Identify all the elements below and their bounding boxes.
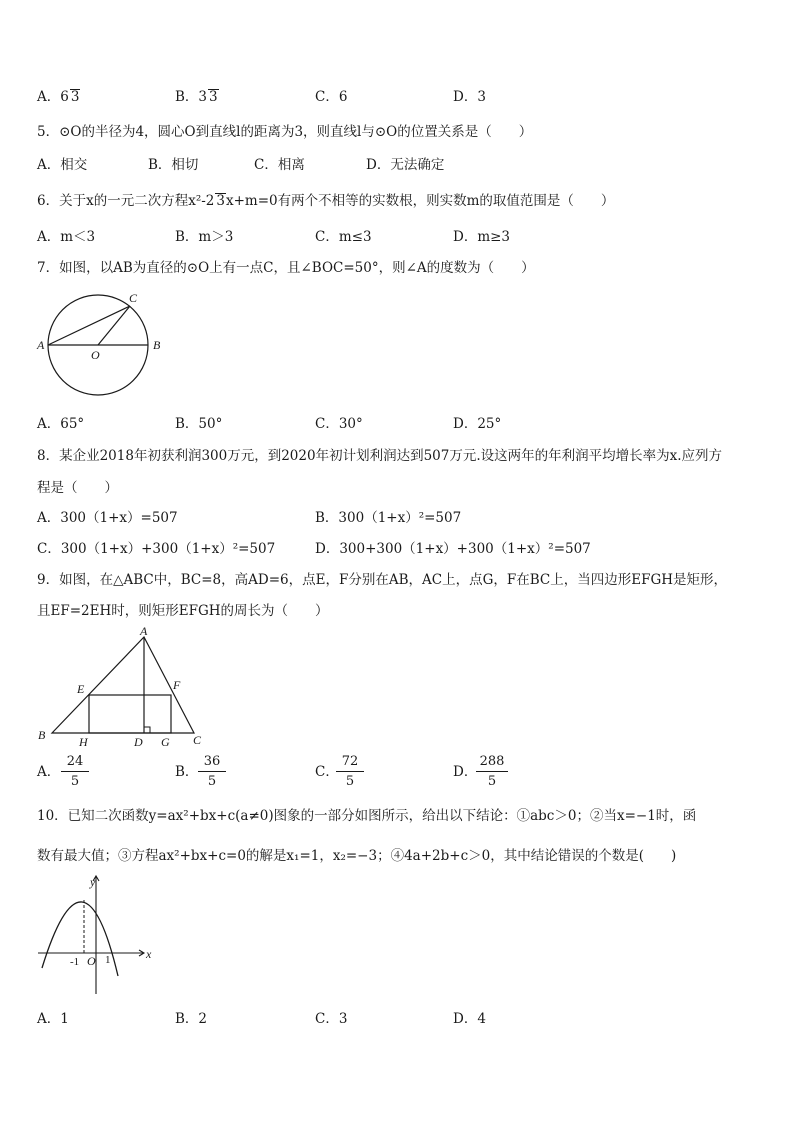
sqrt-radicand: 3 xyxy=(209,89,218,105)
q9-stem-line2: 且EF=2EH时，则矩形EFGH的周长为（ ） xyxy=(37,603,329,619)
q10-stem-line2: 数有最大值；③方程ax²+bx+c=0的解是x₁=1，x₂=−3；④4a+2b+c＞0，其中结论错误的个数是( ) xyxy=(37,848,677,864)
point-label-b: B xyxy=(38,728,46,742)
q6-option-c: C．m≤3 xyxy=(315,229,372,245)
fraction-denominator: 5 xyxy=(207,774,217,789)
q7-option-c: C．30° xyxy=(315,416,363,432)
point-label-c: C xyxy=(193,733,202,747)
tick-label-neg1: -1 xyxy=(70,956,80,968)
q9-option-a-label: A． xyxy=(37,764,61,780)
q6-stem xyxy=(37,192,614,210)
sqrt-radicand: 3 xyxy=(216,193,225,209)
q5-option-c: C．相离 xyxy=(254,157,305,173)
fraction-denominator: 5 xyxy=(345,774,355,789)
q8-option-b: B．300（1+x）²=507 xyxy=(315,510,462,526)
q6-stem-post: x+m=0有两个不相等的实数根，则实数m的取值范围是（ ） xyxy=(225,193,615,209)
q9-option-c-fraction xyxy=(336,754,364,790)
q9-option-b-label: B． xyxy=(175,764,199,780)
right-angle-mark xyxy=(144,727,150,733)
q5-option-b: B．相切 xyxy=(148,157,199,173)
q8-option-a: A．300（1+x）=507 xyxy=(37,510,178,526)
q7-option-a: A．65° xyxy=(37,416,85,432)
q9-triangle-figure xyxy=(36,625,211,750)
rectangle-efgh xyxy=(89,695,171,733)
q9-option-d-label: D． xyxy=(453,764,478,780)
q10-stem-line1: 10．已知二次函数y=ax²+bx+c(a≠0)图象的一部分如图所示，给出以下结论：①abc＞0；②当x=−1时，函 xyxy=(37,808,697,824)
point-label-e: E xyxy=(77,682,85,696)
q10-option-b: B．2 xyxy=(175,1011,208,1027)
point-label-h: H xyxy=(79,735,88,749)
q7-stem: 7．如图，以AB为直径的⊙O上有一点C，且∠BOC=50°，则∠A的度数为（ ） xyxy=(37,260,535,276)
fraction-numerator: 24 xyxy=(61,754,89,772)
q7-circle-figure xyxy=(36,290,176,410)
q8-stem-line2: 程是（ ） xyxy=(37,480,118,496)
q4-option-a-coef: 6 xyxy=(60,89,69,105)
point-label-f: F xyxy=(173,678,181,692)
q9-stem-line1: 9．如图，在△ABC中，BC=8，高AD=6，点E，F分别在AB，AC上，点G，F在BC上，当四边形EFGH是矩形， xyxy=(37,572,727,588)
q4-option-d: D．3 xyxy=(453,89,486,105)
point-label-d: D xyxy=(134,735,143,749)
q4-option-b xyxy=(175,88,219,106)
origin-label: O xyxy=(87,954,96,968)
q9-option-b-fraction xyxy=(198,754,226,790)
q8-stem-line1: 8．某企业2018年初获利润300万元，到2020年初计划利润达到507万元.设这两年的年利润平均增长率为x.应列方 xyxy=(37,448,723,464)
point-label-g: G xyxy=(161,735,170,749)
fraction-denominator: 5 xyxy=(70,774,80,789)
radius-oc xyxy=(98,306,130,345)
q8-option-c: C．300（1+x）+300（1+x）²=507 xyxy=(37,541,276,557)
q10-option-c: C．3 xyxy=(315,1011,348,1027)
q4-option-a xyxy=(37,88,80,106)
q10-option-a: A．1 xyxy=(37,1011,69,1027)
q4-option-b-label: B． xyxy=(175,89,199,105)
q8-option-d: D．300+300（1+x）+300（1+x）²=507 xyxy=(315,541,591,557)
q6-option-b: B．m＞3 xyxy=(175,229,234,245)
q10-option-d: D．4 xyxy=(453,1011,486,1027)
fraction-numerator: 72 xyxy=(336,754,364,772)
q6-option-a: A．m＜3 xyxy=(37,229,96,245)
point-label-c: C xyxy=(129,291,138,305)
sqrt-radicand: 3 xyxy=(70,89,80,105)
q7-option-d: D．25° xyxy=(453,416,502,432)
q9-option-d-fraction xyxy=(476,754,508,790)
axis-label-y: y xyxy=(90,875,96,889)
q9-option-a-fraction xyxy=(61,754,89,790)
q4-option-a-label: A． xyxy=(37,89,61,105)
q4-option-b-coef: 3 xyxy=(198,89,208,105)
point-label-b: B xyxy=(153,338,161,352)
q5-option-d: D．无法确定 xyxy=(366,157,445,173)
q9-option-c-label: C． xyxy=(315,764,339,780)
q4-option-c: C．6 xyxy=(315,89,348,105)
fraction-numerator: 288 xyxy=(476,754,508,772)
q5-option-a: A．相交 xyxy=(37,157,88,173)
axis-label-x: x xyxy=(146,947,152,961)
q10-parabola-figure xyxy=(36,872,166,997)
fraction-numerator: 36 xyxy=(198,754,226,772)
point-label-a: A xyxy=(140,624,148,638)
point-label-o: O xyxy=(91,348,100,362)
q5-stem: 5．⊙O的半径为4，圆心O到直线l的距离为3，则直线l与⊙O的位置关系是（ ） xyxy=(37,124,533,140)
fraction-denominator: 5 xyxy=(487,774,497,789)
q6-option-d: D．m≥3 xyxy=(453,229,511,245)
tick-label-1: 1 xyxy=(105,954,111,966)
q6-stem-pre: 6．关于x的一元二次方程x²-2 xyxy=(37,193,215,209)
q7-option-b: B．50° xyxy=(175,416,223,432)
point-label-a: A xyxy=(37,338,45,352)
